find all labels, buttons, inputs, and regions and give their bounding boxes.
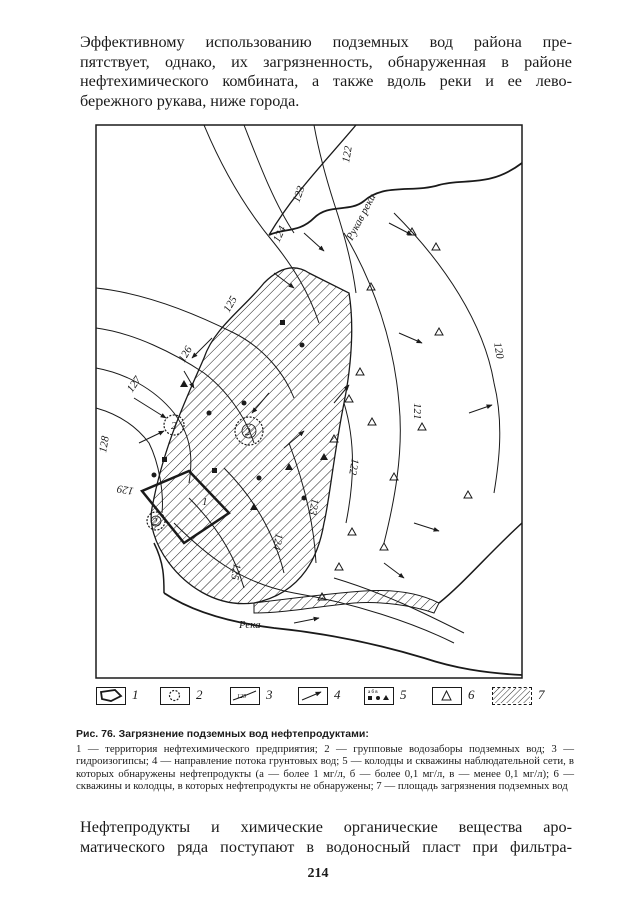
well-marker <box>152 473 157 478</box>
caption-body: 1 — территория нефтехимического предприятия; 2 — групповые водозаборы подземных вод; 3 — гидроизогипсы; 4 — направление потока грунтовых вод; 5 — колодцы и скважины наблюдательной сети, в которых обнаружены нефтепродукты (а — более 1 мг/л, б — более 0,1 мг/л, в — менее 0,1 мг/л); 6 — скважины и колодцы, в которых нефтепродукты не обнаружены; 7 — площадь загрязнения подземных вод <box>76 742 574 793</box>
legend-symbol-text: а б в <box>368 690 378 695</box>
well-marker-clean <box>348 528 356 535</box>
flow-arrow <box>134 398 166 418</box>
river-label: Река <box>239 619 261 631</box>
legend-symbol-text: 125 <box>237 694 246 700</box>
well-marker <box>280 320 285 325</box>
legend-number: 7 <box>538 687 545 702</box>
legend-symbol-territory <box>96 687 126 705</box>
well-marker-clean <box>356 368 364 375</box>
text-line: пятствует, однако, их загрязненность, обнаруженная в районе <box>80 52 572 71</box>
body-paragraph-top <box>80 33 572 111</box>
isohypse-label-122: 122 <box>340 145 355 164</box>
flow-arrow <box>294 618 319 623</box>
flow-arrow <box>469 405 492 413</box>
body-paragraph-bottom <box>80 818 572 857</box>
well-marker-clean <box>368 418 376 425</box>
map-legend <box>96 684 574 710</box>
well-marker <box>300 343 305 348</box>
isohypse-120 <box>394 213 500 493</box>
legend-symbol-wells-oil <box>364 687 394 705</box>
text-line: Нефтепродукты и химические органические вещества аро- <box>80 818 572 836</box>
isohypse-label-128: 128 <box>97 435 112 454</box>
legend-number: 2 <box>196 687 203 702</box>
flow-arrow <box>139 431 164 443</box>
well-marker <box>180 380 188 387</box>
isohypse-label-120: 120 <box>491 341 506 360</box>
well-marker <box>162 457 167 462</box>
text-line: нефтехимического комбината, а также вдоль реки и ее лево- <box>80 72 572 90</box>
groundwater-pollution-map <box>94 123 524 680</box>
legend-number: 5 <box>400 687 407 702</box>
well-marker-clean <box>435 328 443 335</box>
page-number: 214 <box>307 866 329 881</box>
isohypse-121 <box>344 233 400 543</box>
factory-zone-label: 1 <box>202 496 208 508</box>
well-marker <box>257 476 262 481</box>
intake-label: 2 <box>152 516 158 528</box>
well-marker <box>242 401 247 406</box>
legend-symbol-pollution <box>492 687 532 705</box>
legend-number: 4 <box>334 687 341 702</box>
isohypse-label-121: 121 <box>411 403 423 420</box>
isohypse-label-127: 127 <box>124 374 144 395</box>
flow-arrow <box>384 563 404 578</box>
intake-label: 2 <box>245 426 251 438</box>
isohypse-label-125: 125 <box>221 294 240 315</box>
flow-arrow <box>414 523 439 531</box>
isohypse-label-lower-125: 125 <box>228 562 243 581</box>
legend-symbol-isohypse <box>230 687 260 705</box>
legend-number: 6 <box>468 687 475 702</box>
text-line: Эффективному использованию подземных вод района пре- <box>80 33 572 51</box>
legend-symbol-wells-clean <box>432 687 462 705</box>
well-marker-clean <box>380 543 388 550</box>
flow-arrow <box>304 233 324 251</box>
isohypse-123 <box>244 125 294 233</box>
caption-title: Рис. 76. Загрязнение подземных вод нефтепродуктами: <box>76 728 369 740</box>
well-marker-clean <box>345 395 353 402</box>
isohypse-label-126: 126 <box>176 344 195 365</box>
well-marker-clean <box>464 491 472 498</box>
isohypse-label-124: 124 <box>270 224 289 245</box>
well-marker-clean <box>432 243 440 250</box>
isohypse-label-lower-123: 123 <box>306 497 321 516</box>
river-bank-line <box>164 593 522 675</box>
pollution-area-river-strip <box>254 591 439 614</box>
well-marker <box>302 496 307 501</box>
isohypse-label-123: 123 <box>290 184 308 205</box>
intake-label: 2 <box>171 420 177 432</box>
river-branch-label: Рукав реки <box>344 192 379 243</box>
river-bank-right <box>439 523 522 603</box>
text-line: бережного рукава, ниже города. <box>80 91 300 110</box>
well-marker <box>207 411 212 416</box>
isohypse-label-129: 129 <box>116 482 135 497</box>
legend-symbol-arrow <box>298 687 328 705</box>
well-marker-clean <box>335 563 343 570</box>
legend-number: 1 <box>132 687 139 702</box>
text-line: матического ряда поступают в водоносный пласт при фильтра- <box>80 837 572 856</box>
legend-symbol-intake <box>160 687 190 705</box>
isohypse-label-lower-124: 124 <box>270 532 285 551</box>
isohypse-label-lower-122: 122 <box>346 457 361 476</box>
well-marker-clean <box>418 423 426 430</box>
flow-arrow <box>399 333 422 343</box>
legend-number: 3 <box>266 687 273 702</box>
well-marker <box>212 468 217 473</box>
river-branch-line <box>269 163 522 235</box>
figure-caption <box>76 728 574 793</box>
